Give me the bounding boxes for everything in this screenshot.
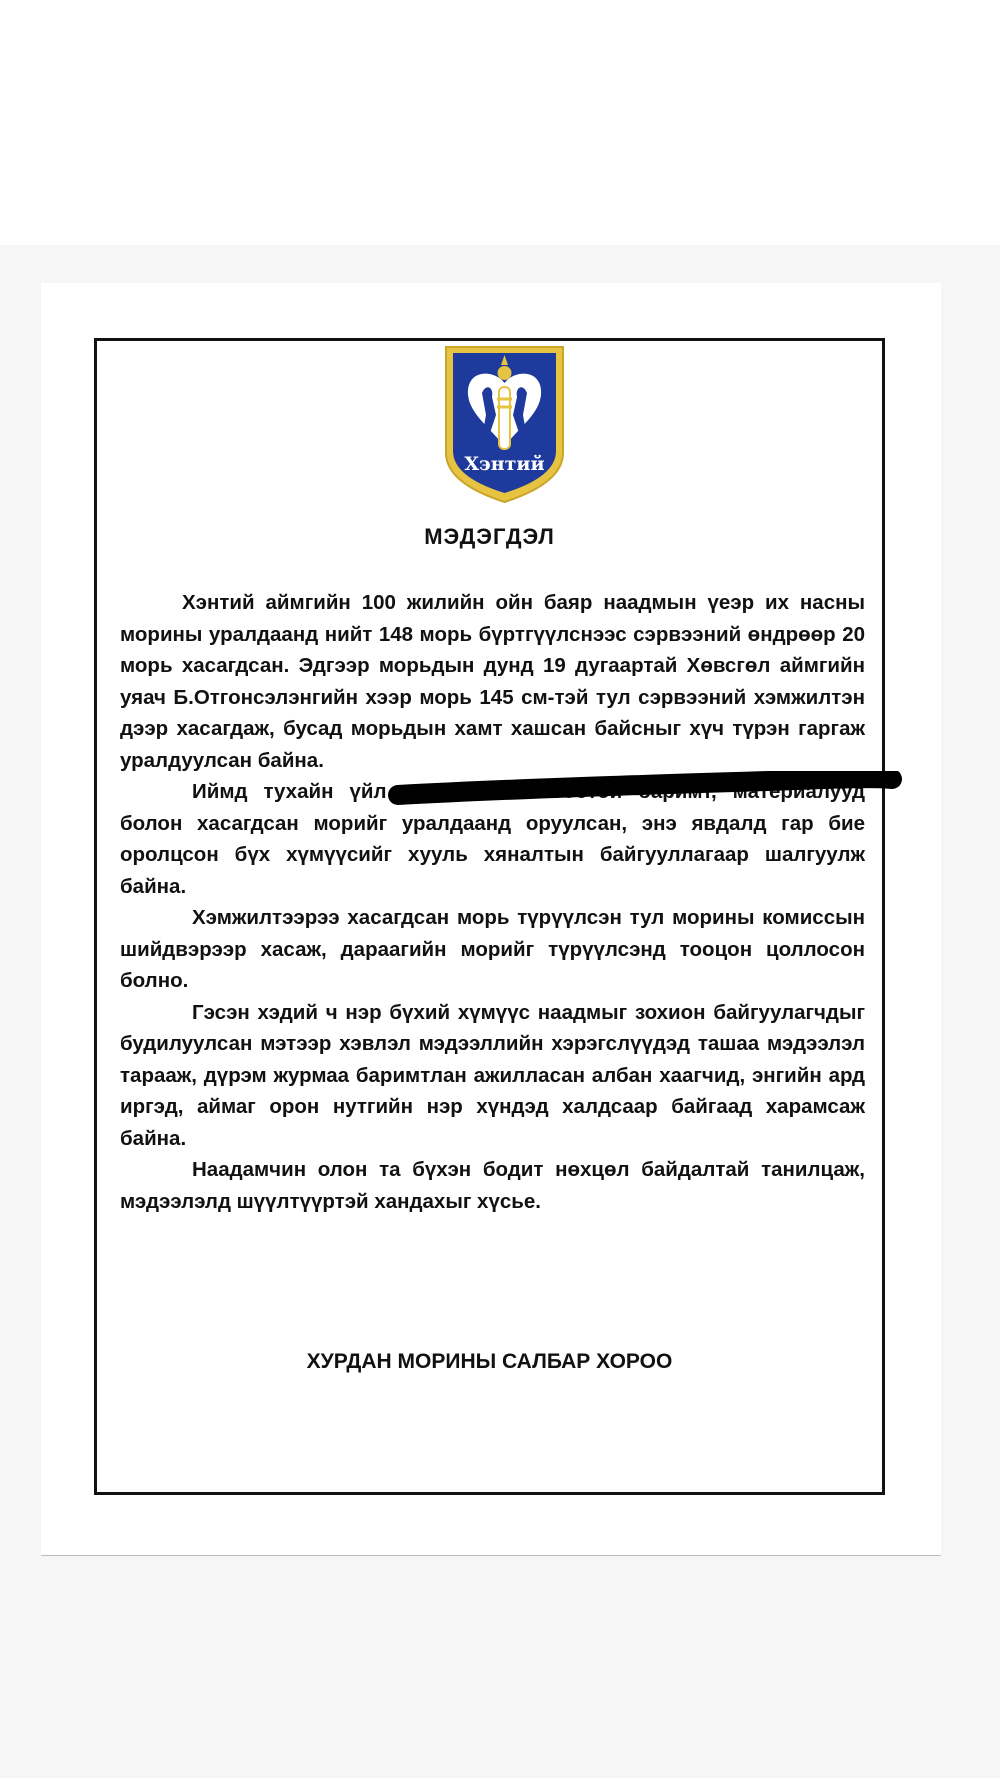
signature-committee: ХУРДАН МОРИНЫ САЛБАР ХОРОО: [306, 1350, 673, 1373]
paragraph-2: Иймд тухайн үйл явдалтай холбоотой баримт, материалууд болон хасагдсан морийг уралдаанд оруулсан, энэ явдалд гар бие оролцсон бүх хүмүүсийг хууль хяналтын байгууллагаар шалгуулж байна.: [120, 780, 865, 898]
redaction-marker-stroke: [388, 771, 904, 811]
emblem-label: Хэнтий: [464, 453, 545, 475]
paragraph-4: Гэсэн хэдий ч нэр бүхий хүмүүс наадмыг зохион байгуулагчдыг будилуулсан мэтээр хэвлэл мэдээллийн хэрэгслүүдэд ташаа мэдээлэл тарааж, дүрэм журмаа баримтлан ажилласан албан хаагчид, энгийн ард иргэд, аймаг орон нутгийн нэр хүндэд халдсаар байгаад харамсаж байна.: [120, 1000, 865, 1150]
paragraph-3: Хэмжилтээрээ хасагдсан морь түрүүлсэн тул морины комиссын шийдвэрээр хасаж, дараагийн морийг түрүүлсэнд тооцон цоллосон болно.: [120, 906, 865, 992]
notice-body: [120, 587, 865, 1217]
paragraph-5: Наадамчин олон та бүхэн бодит нөхцөл байдалтай танилцаж, мэдээлэлд шүүлтүүртэй хандахыг хүсье.: [120, 1158, 865, 1213]
sheet-bottom-rule: [41, 1555, 941, 1556]
notice-title: МЭДЭГДЭЛ: [424, 524, 555, 549]
paragraph-1: Хэнтий аймгийн 100 жилийн ойн баяр наадмын үеэр их насны морины уралдаанд нийт 148 морь бүртгүүлснээс сэрвээний өндрөөр 20 морь хасагдсан. Эдгээр морьдын дунд 19 дугаартай Хөвсгөл аймгийн уяач Б.Отгонсэлэнгийн хээр морь 145 см-тэй тул сэрвээний хэмжилтэн дээр хасагдаж, бусад морьдын хамт хашсан байсныг хүч түрэн гаргаж уралдуулсан байна.: [120, 591, 865, 772]
khentii-emblem-logo: [442, 343, 567, 506]
